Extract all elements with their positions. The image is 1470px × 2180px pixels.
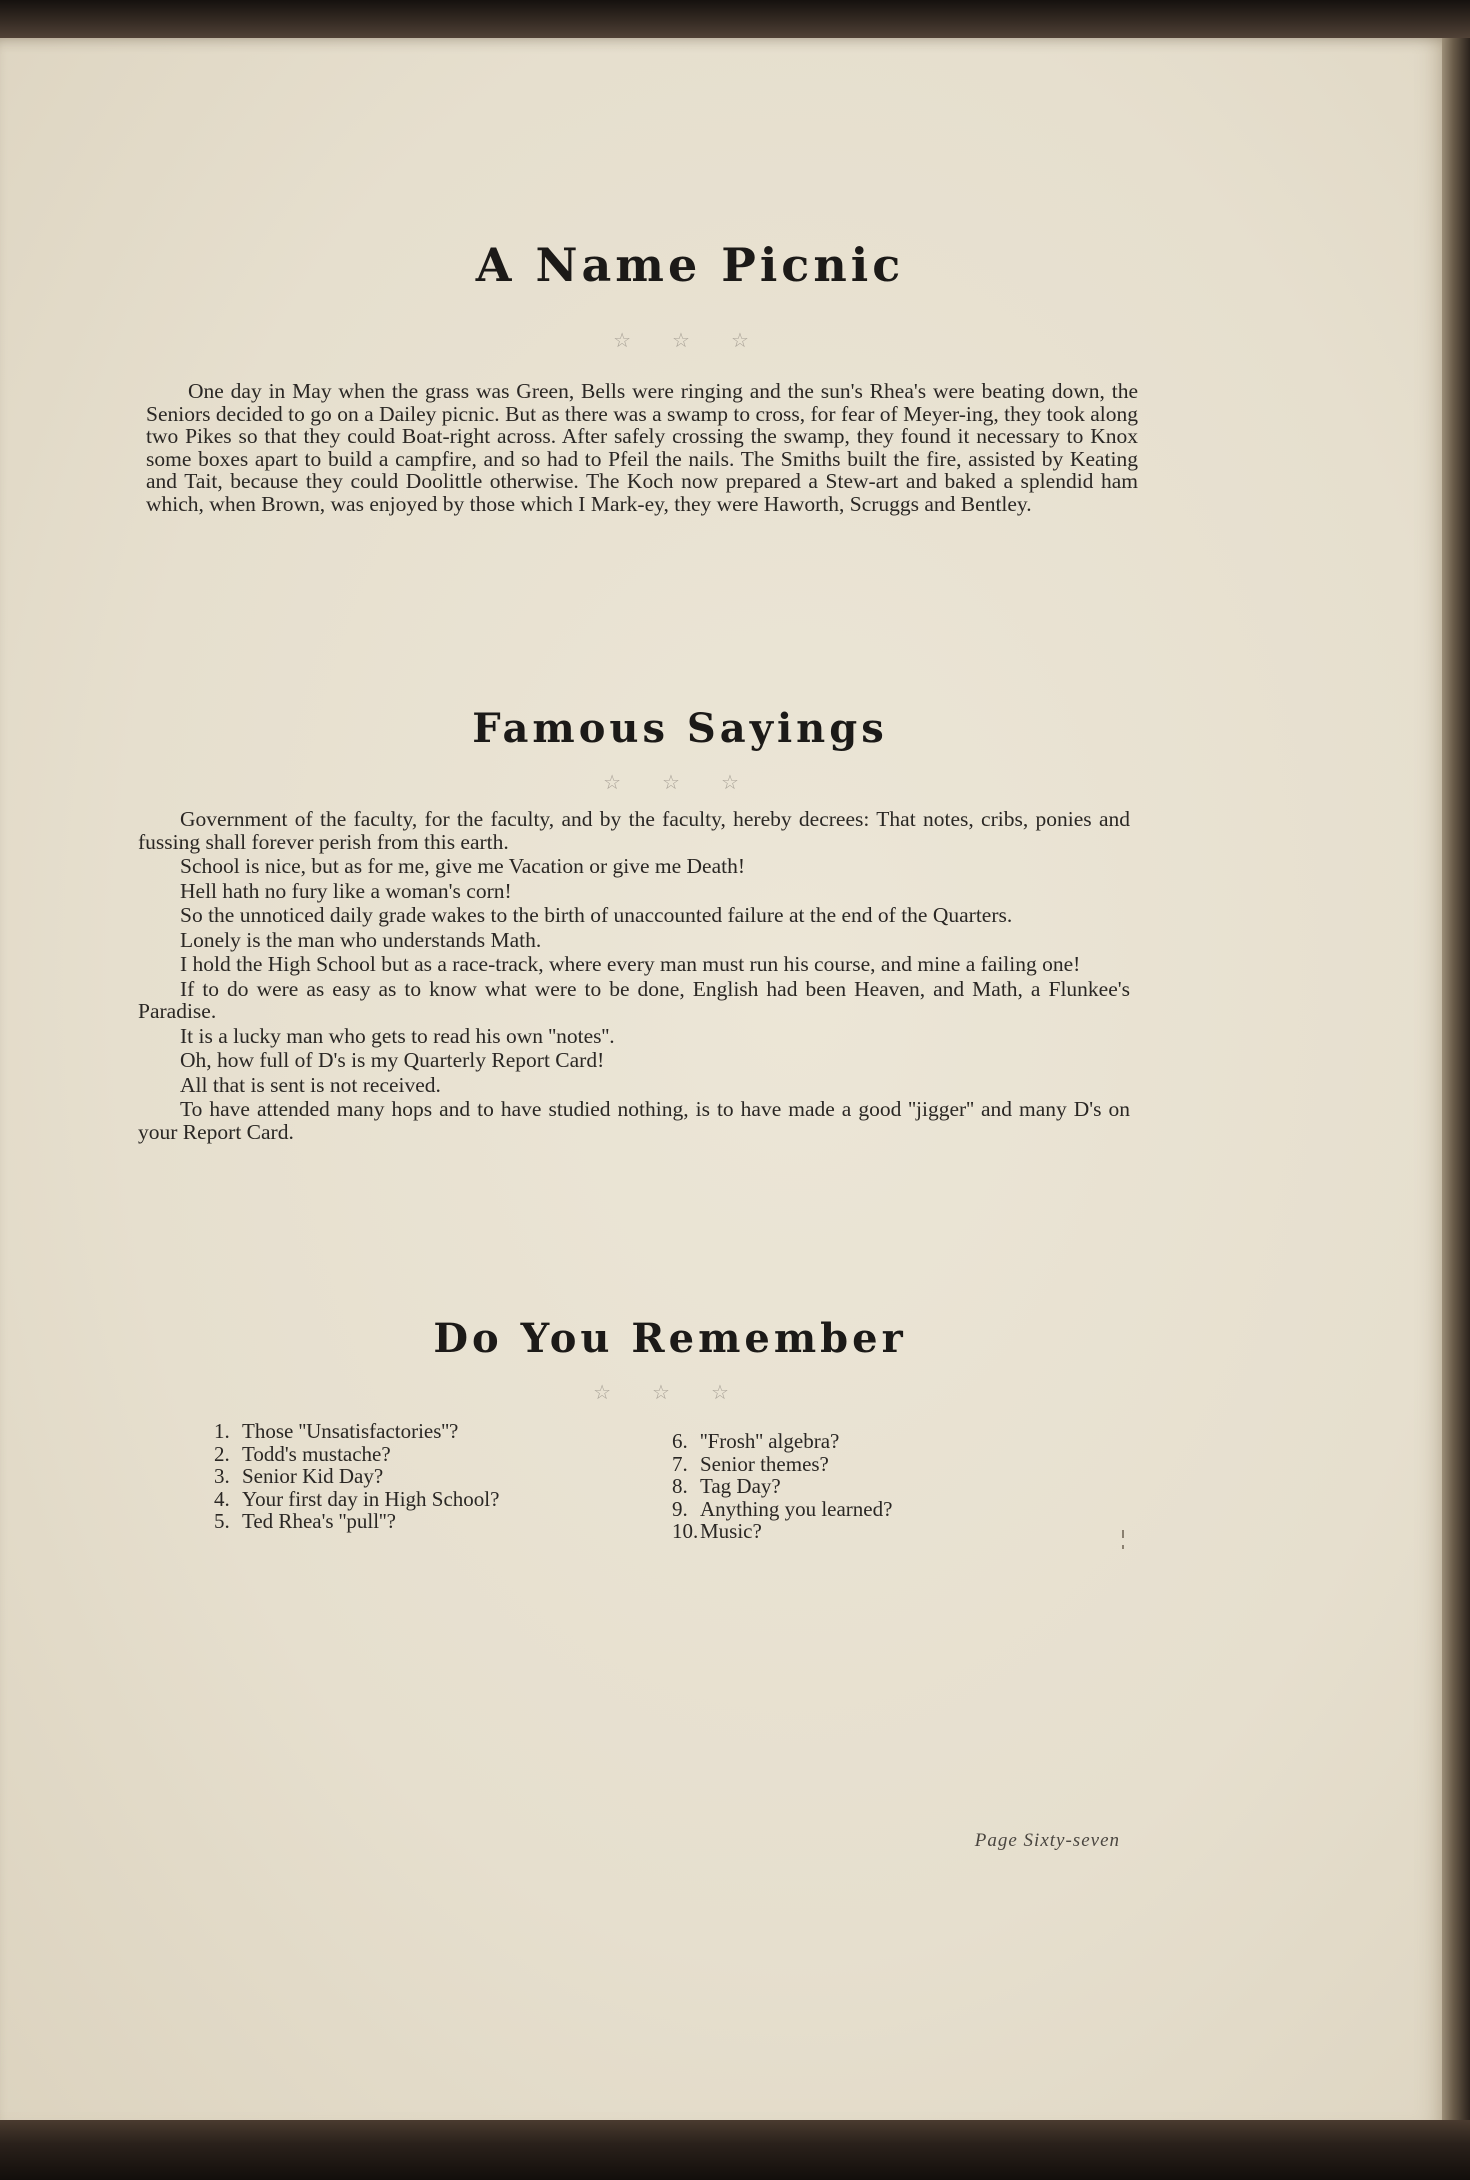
remember-item-number: 10. bbox=[672, 1519, 699, 1543]
remember-item bbox=[214, 1465, 499, 1488]
remember-item-number: 7. bbox=[672, 1451, 688, 1476]
remember-item-number: 6. bbox=[672, 1429, 688, 1453]
saying-item: So the unnoticed daily grade wakes to the birth of unaccounted failure at the end of the Quarters. bbox=[180, 903, 1013, 927]
remember-item-number: 4. bbox=[214, 1486, 230, 1511]
saying-item: School is nice, but as for me, give me Vacation or give me Death! bbox=[180, 854, 746, 878]
remember-item-text: Todd's mustache? bbox=[242, 1441, 391, 1466]
picnic-paragraph: One day in May when the grass was Green, Bells were ringing and the sun's Rhea's were beating down, the Seniors decided to go on a Dailey picnic. But as there was a swamp to cross, for fear of Meyer-ing, they took along two Pikes so that they could Boat-right across. After safely crossing the swamp, they found it necessary to Knox some boxes apart to build a campfire, and so had to Pfeil the nails. The Smiths built the fire, assisted by Keating and Tait, because they could Doolittle otherwise. The Koch now prepared a Stew-art and baked a splendid ham which, when Brown, was enjoyed by those which I Mark-ey, they were Haworth, Scruggs and Bentley. bbox=[146, 379, 1138, 516]
remember-item bbox=[672, 1475, 892, 1498]
page-speck bbox=[1122, 1545, 1124, 1549]
remember-list-right bbox=[672, 1430, 892, 1543]
saying-item: Lonely is the man who understands Math. bbox=[180, 927, 542, 952]
picnic-stars: ☆ ☆ ☆ bbox=[613, 330, 767, 352]
saying-item: Oh, how full of D's is my Quarterly Report Card! bbox=[180, 1048, 605, 1072]
sayings-stars: ☆ ☆ ☆ bbox=[603, 772, 757, 794]
remember-item bbox=[214, 1420, 499, 1443]
remember-stars: ☆ ☆ ☆ bbox=[593, 1382, 747, 1404]
remember-item bbox=[214, 1443, 499, 1466]
remember-item-text: Tag Day? bbox=[700, 1474, 781, 1498]
remember-item-number: 8. bbox=[672, 1474, 688, 1498]
remember-item-number: 3. bbox=[214, 1464, 230, 1488]
saying-item: Hell hath no fury like a woman's corn! bbox=[180, 878, 512, 903]
remember-item-text: Senior Kid Day? bbox=[242, 1464, 384, 1488]
remember-item-text: Those ''Unsatisfactories''? bbox=[242, 1419, 459, 1443]
remember-item-text: Anything you learned? bbox=[700, 1496, 893, 1521]
remember-item-text: ''Frosh'' algebra? bbox=[700, 1429, 840, 1453]
remember-item-number: 1. bbox=[214, 1419, 230, 1443]
saying-item: If to do were as easy as to know what were to be done, English had been Heaven, and Math, a Flunkee's Paradise. bbox=[138, 976, 1130, 1023]
saying-item: To have attended many hops and to have studied nothing, is to have made a good ''jigger'' and many D's on your Report Card. bbox=[138, 1097, 1130, 1144]
remember-item-number: 2. bbox=[214, 1441, 230, 1466]
remember-item bbox=[672, 1430, 892, 1453]
saying-item: Government of the faculty, for the faculty, and by the faculty, hereby decrees: That notes, cribs, ponies and fussing shall forever perish from this earth. bbox=[138, 807, 1130, 854]
remember-item bbox=[214, 1510, 499, 1533]
saying-item: All that is sent is not received. bbox=[180, 1072, 441, 1097]
remember-item-number: 9. bbox=[672, 1496, 688, 1521]
remember-item-text: Your first day in High School? bbox=[242, 1486, 500, 1511]
saying-item: I hold the High School but as a race-track, where every man must run his course, and mine a failing one! bbox=[180, 952, 1081, 976]
saying-item: It is a lucky man who gets to read his own ''notes''. bbox=[180, 1023, 615, 1048]
picnic-title: A Name Picnic bbox=[475, 238, 905, 292]
page-right-edge bbox=[1442, 38, 1470, 2126]
remember-item bbox=[672, 1453, 892, 1476]
remember-item-text: Senior themes? bbox=[700, 1451, 829, 1476]
picnic-story bbox=[146, 380, 1138, 515]
sayings-list bbox=[138, 808, 1130, 1145]
remember-item-text: Ted Rhea's ''pull''? bbox=[242, 1509, 396, 1533]
remember-list-left bbox=[214, 1420, 499, 1533]
page-bottom-edge bbox=[0, 2120, 1470, 2180]
remember-item-text: Music? bbox=[700, 1519, 762, 1543]
page-number: Page Sixty-seven bbox=[974, 1830, 1120, 1851]
page-speck bbox=[1122, 1530, 1124, 1538]
remember-item bbox=[214, 1488, 499, 1511]
remember-title: Do You Remember bbox=[433, 1315, 907, 1362]
sayings-title: Famous Sayings bbox=[472, 705, 888, 752]
remember-item-number: 5. bbox=[214, 1509, 230, 1533]
remember-item bbox=[672, 1520, 892, 1543]
remember-item bbox=[672, 1498, 892, 1521]
